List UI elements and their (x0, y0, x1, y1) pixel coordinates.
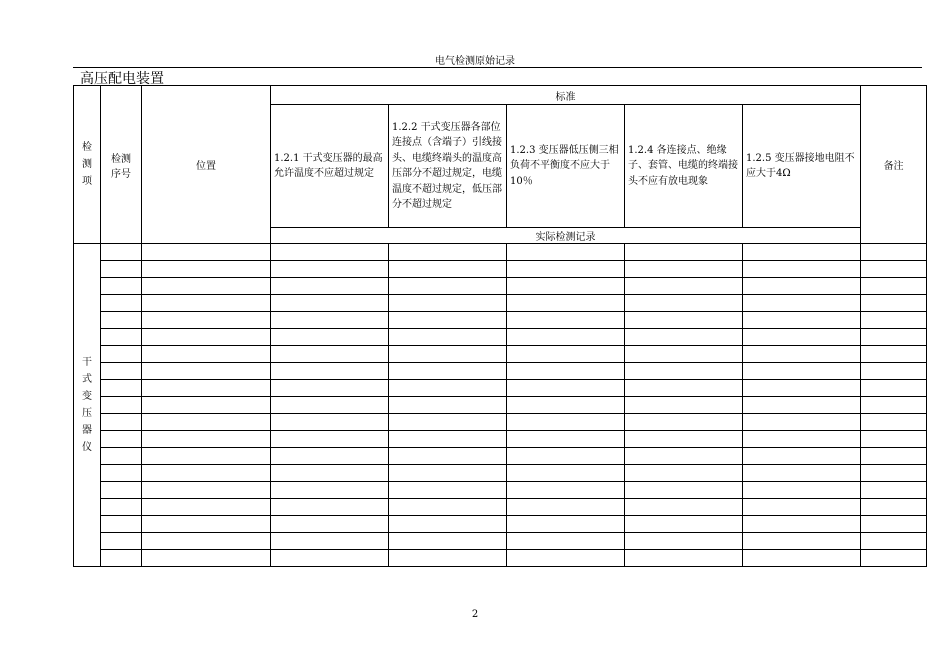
table-cell[interactable] (389, 516, 507, 533)
table-cell[interactable] (101, 414, 142, 431)
table-cell[interactable] (389, 499, 507, 516)
table-cell[interactable] (743, 533, 861, 550)
item-group-dry-transformer: 干 式 变 压 器 仪 (74, 244, 101, 567)
table-cell[interactable] (389, 278, 507, 295)
table-cell[interactable] (271, 261, 389, 278)
table-cell[interactable] (625, 465, 743, 482)
standard-1-2-3: 1.2.3 变压器低压侧三相负荷不平衡度不应大于10％ (507, 105, 625, 228)
table-cell[interactable] (507, 295, 625, 312)
table-cell[interactable] (101, 397, 142, 414)
table-cell[interactable] (625, 431, 743, 448)
table-cell[interactable] (271, 499, 389, 516)
table-cell[interactable] (389, 244, 507, 261)
table-cell[interactable] (507, 499, 625, 516)
table-cell[interactable] (743, 380, 861, 397)
page-number: 2 (471, 609, 479, 620)
table-cell[interactable] (142, 312, 271, 329)
header-remark: 备注 (861, 86, 927, 244)
table-cell[interactable] (101, 329, 142, 346)
table-cell[interactable] (142, 550, 271, 567)
table-cell[interactable] (101, 516, 142, 533)
table-cell[interactable] (142, 482, 271, 499)
table-cell[interactable] (507, 346, 625, 363)
header-location: 位置 (142, 86, 271, 244)
table-row (74, 278, 927, 295)
table-cell[interactable] (142, 397, 271, 414)
table-cell[interactable] (861, 261, 927, 278)
table-cell[interactable] (625, 312, 743, 329)
table-cell[interactable] (271, 414, 389, 431)
table-cell[interactable] (142, 295, 271, 312)
table-cell[interactable] (743, 431, 861, 448)
standard-1-2-4: 1.2.4 各连接点、绝缘子、套管、电缆的终端接头不应有放电现象 (625, 105, 743, 228)
table-row (74, 244, 927, 261)
table-cell[interactable] (142, 499, 271, 516)
table-cell[interactable] (861, 312, 927, 329)
table-cell[interactable] (861, 499, 927, 516)
table-cell[interactable] (743, 363, 861, 380)
table-cell[interactable] (743, 329, 861, 346)
table-cell[interactable] (389, 312, 507, 329)
table-cell[interactable] (271, 482, 389, 499)
table-cell[interactable] (101, 448, 142, 465)
table-cell[interactable] (389, 397, 507, 414)
table-cell[interactable] (101, 363, 142, 380)
header-actual-record: 实际检测记录 (271, 228, 861, 244)
table-cell[interactable] (142, 448, 271, 465)
table-cell[interactable] (743, 312, 861, 329)
table-cell[interactable] (507, 278, 625, 295)
table-cell[interactable] (625, 516, 743, 533)
header-inspection-item (74, 86, 101, 244)
table-cell[interactable] (743, 244, 861, 261)
header-standard: 标准 (271, 86, 861, 105)
table-cell[interactable] (389, 346, 507, 363)
table-cell[interactable] (625, 278, 743, 295)
table-cell[interactable] (101, 261, 142, 278)
standard-1-2-5: 1.2.5 变压器接地电阻不应大于4Ω (743, 105, 861, 228)
table-cell[interactable] (861, 295, 927, 312)
table-cell[interactable] (743, 550, 861, 567)
table-cell[interactable] (507, 431, 625, 448)
table-cell[interactable] (507, 261, 625, 278)
table-cell[interactable] (861, 329, 927, 346)
table-cell[interactable] (861, 533, 927, 550)
table-cell[interactable] (625, 295, 743, 312)
table-row (74, 431, 927, 448)
table-cell[interactable] (389, 465, 507, 482)
table-row (74, 516, 927, 533)
table-cell[interactable] (271, 244, 389, 261)
table-cell[interactable] (861, 244, 927, 261)
table-cell[interactable] (625, 346, 743, 363)
table-row (74, 261, 927, 278)
table-cell[interactable] (861, 550, 927, 567)
table-cell[interactable] (743, 261, 861, 278)
table-cell[interactable] (861, 380, 927, 397)
table-cell[interactable] (271, 397, 389, 414)
table-cell[interactable] (389, 295, 507, 312)
table-cell[interactable] (743, 414, 861, 431)
table-cell[interactable] (101, 244, 142, 261)
table-row (74, 363, 927, 380)
table-row (74, 295, 927, 312)
header-sequence-number-label: 检测 序号 (111, 153, 131, 180)
standard-1-2-2: 1.2.2 干式变压器各部位连接点（含端子）引线接头、电缆终端头的温度高压部分不超过规定，电缆温度不超过规定，低压部分不超过规定 (389, 105, 507, 228)
table-cell[interactable] (142, 431, 271, 448)
table-cell[interactable] (743, 499, 861, 516)
table-row (74, 550, 927, 567)
table-cell[interactable] (142, 329, 271, 346)
table-cell[interactable] (507, 312, 625, 329)
table-row (74, 465, 927, 482)
table-row (74, 380, 927, 397)
table-cell[interactable] (142, 533, 271, 550)
table-row (74, 346, 927, 363)
table-cell[interactable] (389, 431, 507, 448)
table-cell[interactable] (389, 448, 507, 465)
header-divider (73, 67, 922, 68)
table-cell[interactable] (743, 295, 861, 312)
table-cell[interactable] (743, 448, 861, 465)
table-cell[interactable] (861, 448, 927, 465)
table-row (74, 329, 927, 346)
table-cell[interactable] (101, 312, 142, 329)
table-cell[interactable] (389, 329, 507, 346)
table-cell[interactable] (142, 414, 271, 431)
table-cell[interactable] (271, 431, 389, 448)
table-cell[interactable] (861, 482, 927, 499)
table-cell[interactable] (625, 533, 743, 550)
table-cell[interactable] (743, 278, 861, 295)
table-cell[interactable] (271, 448, 389, 465)
table-cell[interactable] (625, 244, 743, 261)
table-cell[interactable] (271, 465, 389, 482)
header-sequence-number (101, 86, 142, 244)
table-cell[interactable] (625, 550, 743, 567)
table-cell[interactable] (389, 414, 507, 431)
table-cell[interactable] (743, 465, 861, 482)
table-cell[interactable] (861, 397, 927, 414)
table-cell[interactable] (861, 431, 927, 448)
table-cell[interactable] (625, 499, 743, 516)
table-cell[interactable] (101, 499, 142, 516)
table-cell[interactable] (101, 482, 142, 499)
table-cell[interactable] (389, 550, 507, 567)
table-cell[interactable] (142, 516, 271, 533)
table-cell[interactable] (743, 516, 861, 533)
table-cell[interactable] (743, 397, 861, 414)
table-cell[interactable] (861, 516, 927, 533)
table-cell[interactable] (142, 244, 271, 261)
table-cell[interactable] (507, 414, 625, 431)
table-cell[interactable] (743, 482, 861, 499)
table-cell[interactable] (142, 346, 271, 363)
inspection-table (73, 85, 927, 567)
table-cell[interactable] (625, 397, 743, 414)
table-cell[interactable] (861, 346, 927, 363)
table-cell[interactable] (389, 533, 507, 550)
table-cell[interactable] (625, 414, 743, 431)
header-inspection-item-label: 检 测 项 (82, 142, 92, 187)
table-cell[interactable] (142, 363, 271, 380)
table-cell[interactable] (625, 329, 743, 346)
table-cell[interactable] (101, 380, 142, 397)
table-cell[interactable] (271, 312, 389, 329)
table-row (74, 397, 927, 414)
table-cell[interactable] (271, 346, 389, 363)
table-cell[interactable] (389, 363, 507, 380)
table-cell[interactable] (101, 431, 142, 448)
table-row (74, 312, 927, 329)
table-cell[interactable] (507, 533, 625, 550)
table-cell[interactable] (271, 533, 389, 550)
table-cell[interactable] (625, 380, 743, 397)
table-cell[interactable] (625, 448, 743, 465)
table-row (74, 448, 927, 465)
table-cell[interactable] (271, 295, 389, 312)
table-cell[interactable] (507, 482, 625, 499)
table-cell[interactable] (861, 465, 927, 482)
table-row (74, 533, 927, 550)
table-row (74, 414, 927, 431)
table-cell[interactable] (507, 363, 625, 380)
table-cell[interactable] (743, 346, 861, 363)
table-cell[interactable] (389, 261, 507, 278)
table-cell[interactable] (861, 363, 927, 380)
table-cell[interactable] (507, 397, 625, 414)
table-cell[interactable] (625, 482, 743, 499)
table-row (74, 482, 927, 499)
table-cell[interactable] (507, 380, 625, 397)
table-cell[interactable] (271, 380, 389, 397)
table-cell[interactable] (625, 261, 743, 278)
table-cell[interactable] (101, 550, 142, 567)
table-cell[interactable] (507, 465, 625, 482)
table-cell[interactable] (142, 380, 271, 397)
table-cell[interactable] (101, 295, 142, 312)
table-cell[interactable] (507, 329, 625, 346)
document-header-title: 电气检测原始记录 (435, 56, 515, 67)
table-cell[interactable] (507, 550, 625, 567)
table-cell[interactable] (861, 278, 927, 295)
table-cell[interactable] (389, 482, 507, 499)
section-title: 高压配电装置 (80, 71, 164, 87)
table-cell[interactable] (271, 550, 389, 567)
table-cell[interactable] (271, 278, 389, 295)
table-cell[interactable] (507, 244, 625, 261)
table-cell[interactable] (101, 278, 142, 295)
table-cell[interactable] (142, 261, 271, 278)
table-cell[interactable] (389, 380, 507, 397)
standard-1-2-1: 1.2.1 干式变压器的最高允许温度不应超过规定 (271, 105, 389, 228)
table-cell[interactable] (861, 414, 927, 431)
table-cell[interactable] (271, 363, 389, 380)
table-cell[interactable] (507, 448, 625, 465)
table-cell[interactable] (142, 278, 271, 295)
table-cell[interactable] (625, 363, 743, 380)
table-cell[interactable] (271, 516, 389, 533)
table-cell[interactable] (101, 465, 142, 482)
table-cell[interactable] (271, 329, 389, 346)
table-cell[interactable] (507, 516, 625, 533)
table-cell[interactable] (101, 533, 142, 550)
table-row (74, 499, 927, 516)
table-cell[interactable] (142, 465, 271, 482)
table-cell[interactable] (101, 346, 142, 363)
